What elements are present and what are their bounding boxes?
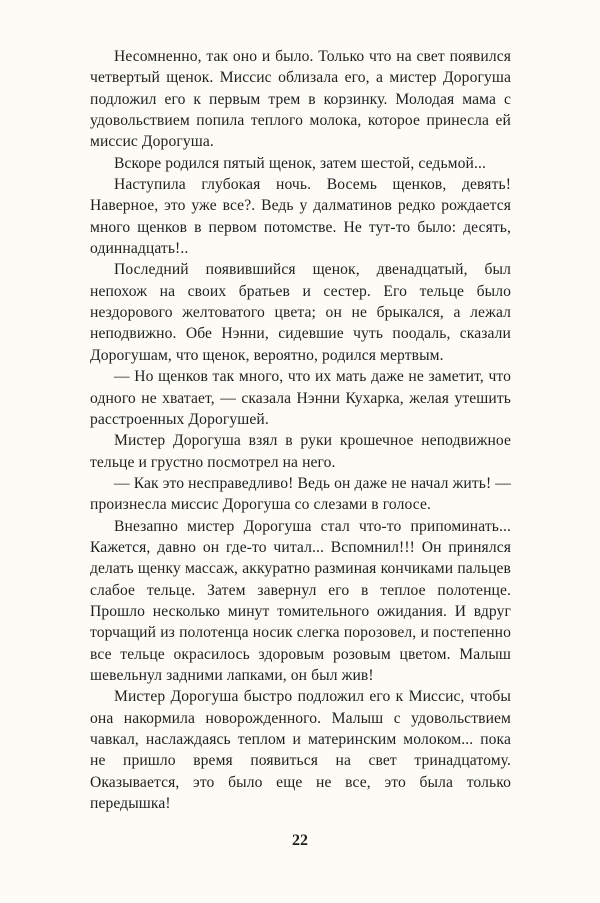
- paragraph: Внезапно мистер Дорогуша стал что-то припоминать... Кажется, давно он где-то читал... Вспомнил!!! Он принялся делать щенку массаж, аккуратно разминая кончиками пальцев слабое тельце. Затем завернул его в теплое полотенце. Прошло несколько минут томительного ожидания. И вдруг торчащий из полотенца носик слегка порозовел, и постепенно все тельце окрасилось здоровым розовым цветом. Малыш шевельнул задними лапками, он был жив!: [90, 517, 511, 684]
- paragraph: Несомненно, так оно и было. Только что на свет появился четвертый щенок. Миссис облизала его, а мистер Дорогуша подложил его к первым трем в корзинку. Молодая мама с удовольствием попила теплого молока, которое принесла ей миссис Дорогуша.: [90, 48, 511, 151]
- paragraph: — Как это несправедливо! Ведь он даже не начал жить! — произнесла миссис Дорогуша со слезами в голосе.: [90, 474, 511, 514]
- paragraph: Последний появившийся щенок, двенадцатый, был непохож на своих братьев и сестер. Его тельце было нездорового желтоватого цвета; он не брыкался, а лежал неподвижно. Обе Нэнни, сидевшие чуть поодаль, сказали Дорогушам, что щенок, вероятно, родился мертвым.: [90, 261, 511, 364]
- paragraph: Вскоре родился пятый щенок, затем шестой, седьмой...: [114, 154, 486, 172]
- paragraph: Наступила глубокая ночь. Восемь щенков, девять! Наверное, это уже все?. Ведь у далматинов редко рождается много щенков в первом потомстве. Не тут-то было: десять, одиннадцать!..: [90, 176, 511, 258]
- body-text: [90, 46, 511, 814]
- paragraph: Мистер Дорогуша быстро подложил его к Миссис, чтобы она накормила новорожденного. Малыш с удовольствием чавкал, наслаждаясь теплом и материнским молоком... пока не пришло время появиться на свет тринадцатому. Оказывается, это было еще не все, это была только передышка!: [90, 688, 511, 813]
- paragraph: — Но щенков так много, что их мать даже не заметит, что одного не хватает, — сказала Нэнни Кухарка, желая утешить расстроенных Дорогушей.: [90, 368, 511, 428]
- page-number: 22: [292, 832, 308, 849]
- paragraph: Мистер Дорогуша взял в руки крошечное неподвижное тельце и грустно посмотрел на него.: [90, 432, 511, 471]
